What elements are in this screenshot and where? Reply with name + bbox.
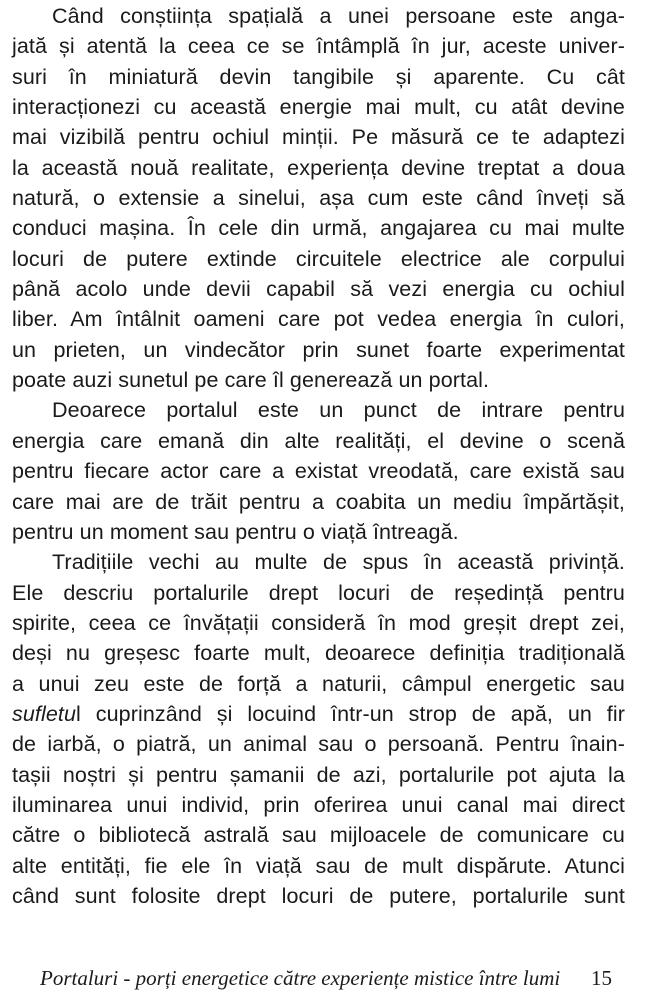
text-line: spirite, ceea ce învățații consideră în mod greșit drept zei, [12,610,625,635]
text-line: energia care emană din alte realități, el devine o scenă [12,428,625,453]
text-line: alte entități, fie ele în viață sau de mult dispărute. Atunci [12,853,625,878]
text-line: Deoarece portalul este un punct de intrare pentru [52,398,625,423]
text-line: mai vizibilă pentru ochiul minții. Pe măsură ce te adaptezi [12,125,625,150]
page-footer [0,964,647,996]
text-line: către o bibliotecă astrală sau mijloacele de comunicare cu [12,823,625,848]
text-line: a unui zeu este de forță a naturii, câmpul energetic sau [12,671,625,696]
text-fragment: l [76,701,96,726]
italic-word: sufletu [12,701,77,726]
running-footer-title: Portaluri - porți energetice către experiențe mistice între lumi [40,966,561,990]
text-line: iluminarea unui individ, prin oferirea unui canal mai direct [12,792,625,817]
text-line [12,699,625,729]
text-line: liber. Am întâlnit oameni care pot vedea energia în culori, [12,307,625,332]
text-line: jată și atentă la ceea ce se întâmplă în jur, aceste univer- [12,34,625,59]
text-line: până acolo unde devii capabil să vezi energia cu ochiul [12,277,625,302]
text-line: Ele descriu portalurile drept locuri de reședință pentru [12,580,625,605]
text-line: interacționezi cu această energie mai mult, cu atât devine [12,95,625,120]
text-line: deși nu greșesc foarte mult, deoarece definiția tradițională [12,641,625,666]
text-line: când sunt folosite drept locuri de putere, portalurile sunt [12,883,625,908]
text-line: conduci mașina. În cele din urmă, angajarea cu mai multe [12,216,625,241]
text-line: poate auzi sunetul pe care îl generează un portal. [12,368,490,393]
page-number: 15 [591,966,612,990]
text-line: locuri de putere extinde circuitele electrice ale corpului [12,246,625,271]
text-line: de iarbă, o piatră, un animal sau o persoană. Pentru înain- [12,732,625,757]
text-fragment: cuprinzând și locuind într-un strop de apă, un fir [95,701,625,726]
page-body [12,1,625,911]
text-line: pentru fiecare actor care a existat vreodată, care există sau [12,459,625,484]
text-line: care mai are de trăit pentru a coabita un mediu împărtășit, [12,489,625,514]
text-line: la această nouă realitate, experiența devine treptat a doua [12,155,625,180]
text-line: Tradițiile vechi au multe de spus în această privință. [52,550,625,575]
text-line: suri în miniatură devin tangibile și aparente. Cu cât [12,64,625,89]
text-line: Când conștiința spațială a unei persoane este anga- [52,4,625,28]
text-line: un prieten, un vindecător prin sunet foarte experimentat [12,337,625,362]
text-line: natură, o extensie a sinelui, așa cum este când înveți să [12,186,625,211]
text-line: pentru un moment sau pentru o viață întreagă. [12,519,459,544]
text-line: tașii noștri și pentru șamanii de azi, portalurile pot ajuta la [12,762,625,787]
